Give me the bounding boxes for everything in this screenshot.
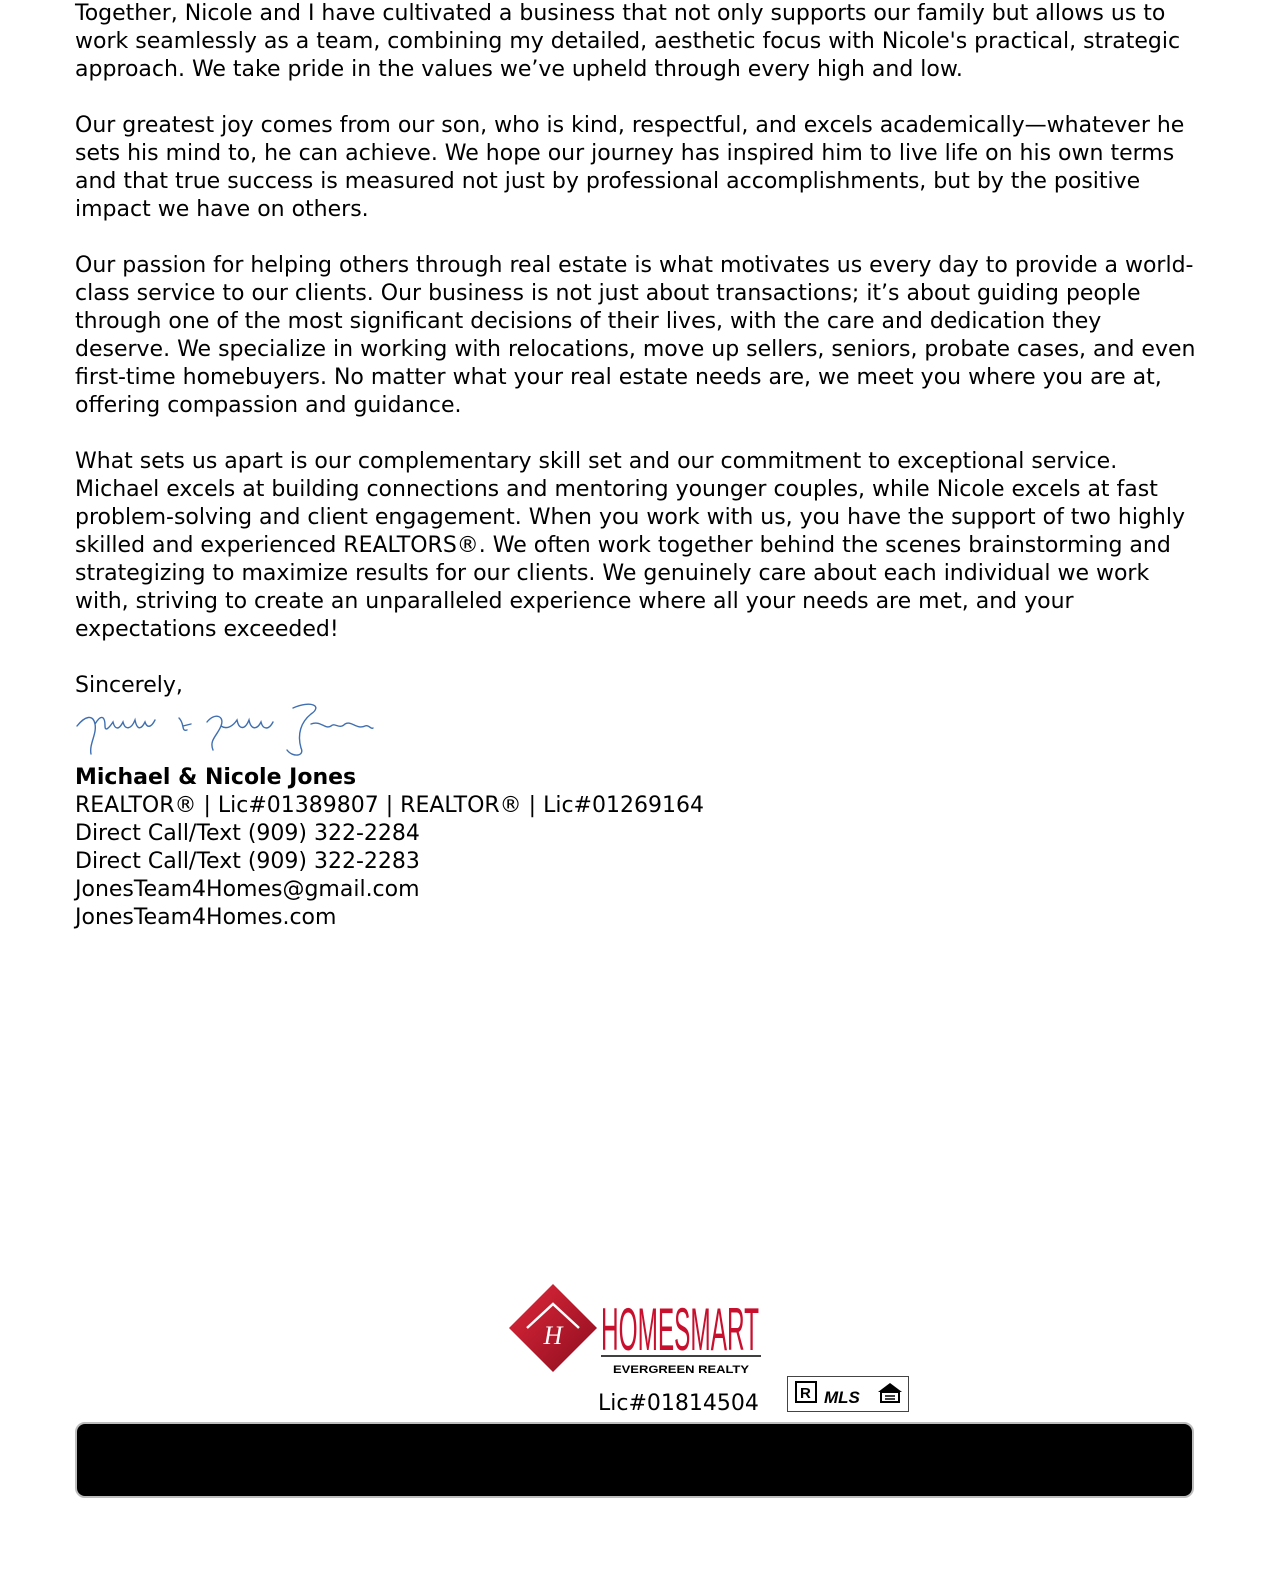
svg-text:R: R bbox=[800, 1385, 811, 1402]
letter-body bbox=[75, 0, 1200, 932]
paragraph-1: Together, Nicole and I have cultivated a business that not only supports our family but allows us to work seamlessly as a team, combining my detailed, aesthetic focus with Nicole's practical, strategic approach. We take pride in the values we’ve upheld through every high and low. bbox=[75, 1, 1181, 82]
equal-housing-icon bbox=[878, 1383, 902, 1392]
phone-2: Direct Call/Text (909) 322-2283 bbox=[75, 849, 420, 874]
closing: Sincerely, bbox=[75, 673, 183, 698]
paragraph-4: What sets us apart is our complementary skill set and our commitment to exceptional service. Michael excels at building connections and mentoring younger couples, while Nicole excels at fast problem-solving and client engagement. When you work with us, you have the support of two highly skilled and experienced REALTORS®. We often work together behind the scenes brainstorming and strategizing to maximize results for our clients. We genuinely care about each individual we work with, striving to create an unparalleled experience where all your needs are met, and your expectations exceeded! bbox=[75, 449, 1185, 642]
mls-label: MLS bbox=[824, 1388, 860, 1407]
website-link[interactable]: JonesTeam4Homes.com bbox=[75, 905, 337, 930]
brokerage-license: Lic#01814504 bbox=[598, 1391, 759, 1416]
paragraph-2: Our greatest joy comes from our son, who is kind, respectful, and excels academically—whatever he sets his mind to, he can achieve. We hope our journey has inspired him to live life on his own terms and that true success is measured not just by professional accomplishments, but by the positive impact we have on others. bbox=[75, 113, 1185, 222]
license-line: REALTOR® | Lic#01389807 | REALTOR® | Lic#01269164 bbox=[75, 793, 704, 818]
signer-name: Michael & Nicole Jones bbox=[75, 765, 357, 790]
svg-text:H: H bbox=[543, 1321, 563, 1350]
paragraph-3: Our passion for helping others through real estate is what motivates us every day to provide a world-class service to our clients. Our business is not just about transactions; it’s about guiding people through one of the most significant decisions of their lives, with the care and dedication they deserve. We specialize in working with relocations, move up sellers, seniors, probate cases, and even first-time homebuyers. No matter what your real estate needs are, we meet you where you are at, offering compassion and guidance. bbox=[75, 253, 1196, 418]
footer-bar bbox=[75, 1422, 1194, 1498]
logo-subtitle: EVERGREEN REALTY bbox=[613, 1364, 750, 1376]
realtor-mls-equal-housing-badge bbox=[787, 1376, 909, 1412]
email-link[interactable]: JonesTeam4Homes@gmail.com bbox=[75, 877, 420, 902]
handwritten-signature bbox=[75, 700, 375, 764]
signature-block bbox=[75, 764, 1200, 932]
logo-wordmark: HOMESMART bbox=[601, 1296, 759, 1363]
phone-1: Direct Call/Text (909) 322-2284 bbox=[75, 821, 420, 846]
